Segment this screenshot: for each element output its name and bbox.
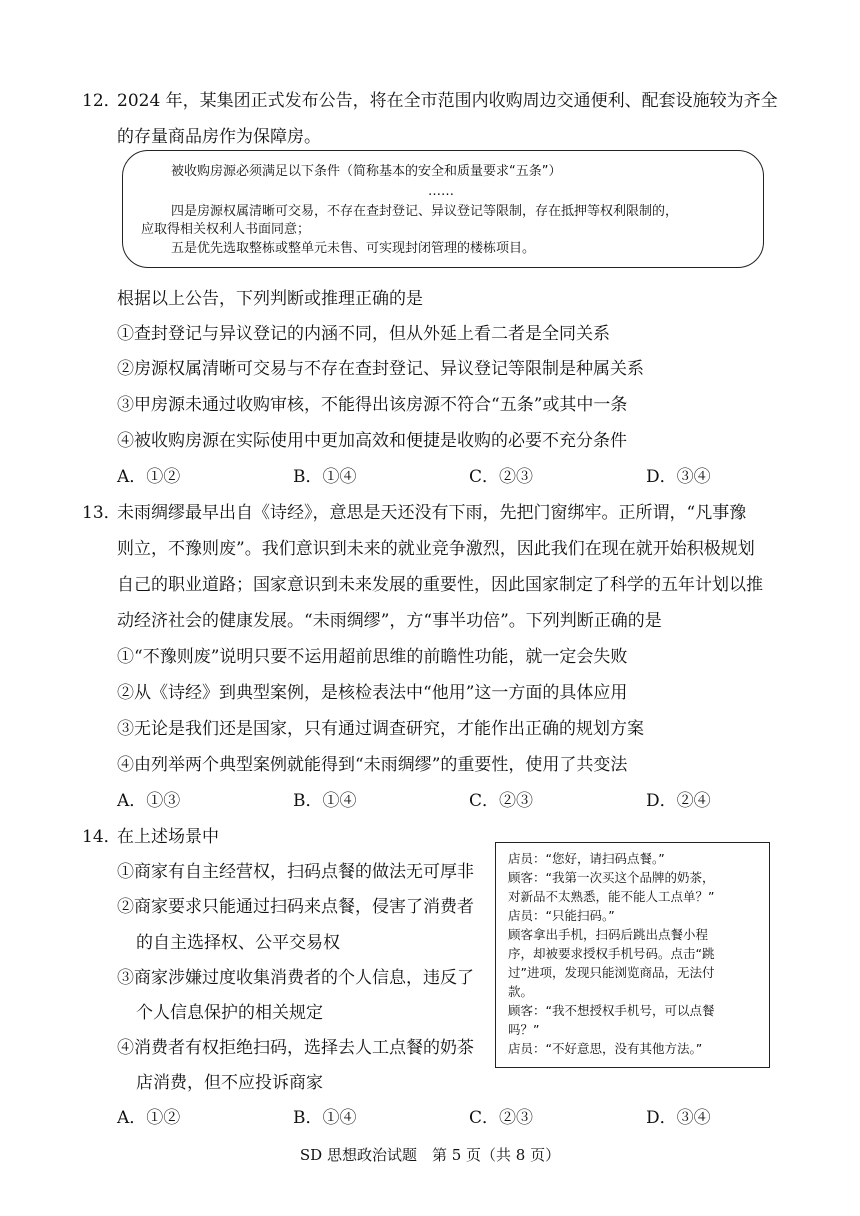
question-14-item-2: ②商家要求只能通过扫码来点餐，侵害了消费者 [117, 897, 474, 917]
page-footer: SD 思想政治试题 第 5 页（共 8 页） [299, 1146, 561, 1164]
question-14-option-a[interactable]: A．①② [117, 1108, 181, 1128]
announcement-line4: 应取得相关权利人书面同意； [141, 222, 311, 237]
question-14-item-3: ③商家涉嫌过度收集消费者的个人信息，违反了 [117, 968, 474, 988]
question-12-option-a[interactable]: A．①② [117, 467, 181, 487]
question-12-option-d[interactable]: D．③④ [646, 467, 711, 487]
question-14-item-1: ①商家有自主经营权，扫码点餐的做法无可厚非 [117, 862, 474, 882]
question-12-item-4: ④被收购房源在实际使用中更加高效和便捷是收购的必要不充分条件 [117, 431, 627, 451]
question-13-stem-line3: 自己的职业道路；国家意识到未来发展的重要性，因此国家制定了科学的五年计划以推 [117, 575, 763, 595]
announcement-line5: 五是优先选取整栋或整单元未售、可实现封闭管理的楼栋项目。 [171, 241, 536, 256]
dialogue-line: 顾客：“我第一次买这个品牌的奶茶， [508, 870, 715, 885]
question-14-option-d[interactable]: D．③④ [646, 1108, 711, 1128]
question-14-option-b[interactable]: B．①④ [293, 1108, 357, 1128]
question-13-stem-line1: 未雨绸缪最早出自《诗经》，意思是天还没有下雨，先把门窗绑牢。正所谓，“凡事豫 [117, 503, 747, 523]
dialogue-box [495, 842, 770, 1068]
question-13-item-1: ①“不豫则废”说明只要不运用超前思维的前瞻性功能，就一定会失败 [117, 647, 628, 667]
question-13-option-b[interactable]: B．①④ [293, 791, 357, 811]
announcement-box [122, 150, 764, 268]
question-13-option-d[interactable]: D．②④ [646, 791, 711, 811]
question-12-item-2: ②房源权属清晰可交易与不存在查封登记、异议登记等限制是种属关系 [117, 359, 644, 379]
question-13-stem-line4: 动经济社会的健康发展。“未雨绸缪”，方“事半功倍”。下列判断正确的是 [117, 611, 662, 631]
question-14-item-4: ④消费者有权拒绝扫码，选择去人工点餐的奶茶 [117, 1038, 474, 1058]
dialogue-line: 店员：“只能扫码。” [508, 908, 615, 923]
question-13-option-c[interactable]: C．②③ [469, 791, 534, 811]
dialogue-line: 店员：“您好，请扫码点餐。” [508, 851, 665, 866]
question-13-item-3: ③无论是我们还是国家，只有通过调查研究，才能作出正确的规划方案 [117, 719, 644, 739]
question-12-stem-line1: 2024 年，某集团正式发布公告，将在全市范围内收购周边交通便利、配套设施较为齐全 [117, 91, 778, 111]
announcement-ellipsis: …… [428, 184, 454, 199]
question-13-option-a[interactable]: A．①③ [117, 791, 181, 811]
announcement-line1: 被收购房源必须满足以下条件（简称基本的安全和质量要求“五条”） [171, 164, 562, 179]
question-14-stem: 在上述场景中 [117, 827, 219, 847]
dialogue-line: 顾客拿出手机，扫码后跳出点餐小程 [508, 927, 709, 942]
question-14-number: 14． [82, 827, 121, 847]
dialogue-line: 过”进项，发现只能浏览商品，无法付 [508, 965, 715, 980]
question-13-item-4: ④由列举两个典型案例就能得到“未雨绸缪”的重要性，使用了共变法 [117, 755, 628, 775]
question-14-option-c[interactable]: C．②③ [469, 1108, 534, 1128]
dialogue-line: 店员：“不好意思，没有其他方法。” [508, 1041, 703, 1056]
question-12-number: 12． [82, 91, 121, 111]
question-12-option-b[interactable]: B．①④ [293, 467, 357, 487]
question-12-option-c[interactable]: C．②③ [469, 467, 534, 487]
dialogue-line: 顾客：“我不想授权手机号，可以点餐 [508, 1003, 715, 1018]
question-14-item-3-cont: 个人信息保护的相关规定 [136, 1003, 323, 1023]
dialogue-line: 吗？” [508, 1022, 540, 1037]
dialogue-line: 款。 [508, 984, 534, 999]
question-12-item-1: ①查封登记与异议登记的内涵不同，但从外延上看二者是全同关系 [117, 324, 610, 344]
announcement-line3: 四是房源权属清晰可交易，不存在查封登记、异议登记等限制，存在抵押等权利限制的， [171, 204, 679, 219]
dialogue-line: 序，却被要求授权手机号码。点击“跳 [508, 946, 715, 961]
question-13-stem-line2: 则立，不豫则废”。我们意识到未来的就业竞争激烈，因此我们在现在就开始积极规划 [117, 539, 755, 559]
dialogue-line: 对新品不太熟悉，能不能人工点单？” [508, 889, 715, 904]
question-13-item-2: ②从《诗经》到典型案例，是核检表法中“他用”这一方面的具体应用 [117, 683, 628, 703]
question-12-prompt: 根据以上公告，下列判断或推理正确的是 [117, 289, 423, 309]
question-12-stem-line2: 的存量商品房作为保障房。 [117, 127, 321, 147]
question-13-number: 13． [82, 503, 121, 523]
question-12-item-3: ③甲房源未通过收购审核，不能得出该房源不符合“五条”或其中一条 [117, 395, 628, 415]
question-14-item-4-cont: 店消费，但不应投诉商家 [136, 1073, 323, 1093]
question-14-item-2-cont: 的自主选择权、公平交易权 [136, 933, 340, 953]
